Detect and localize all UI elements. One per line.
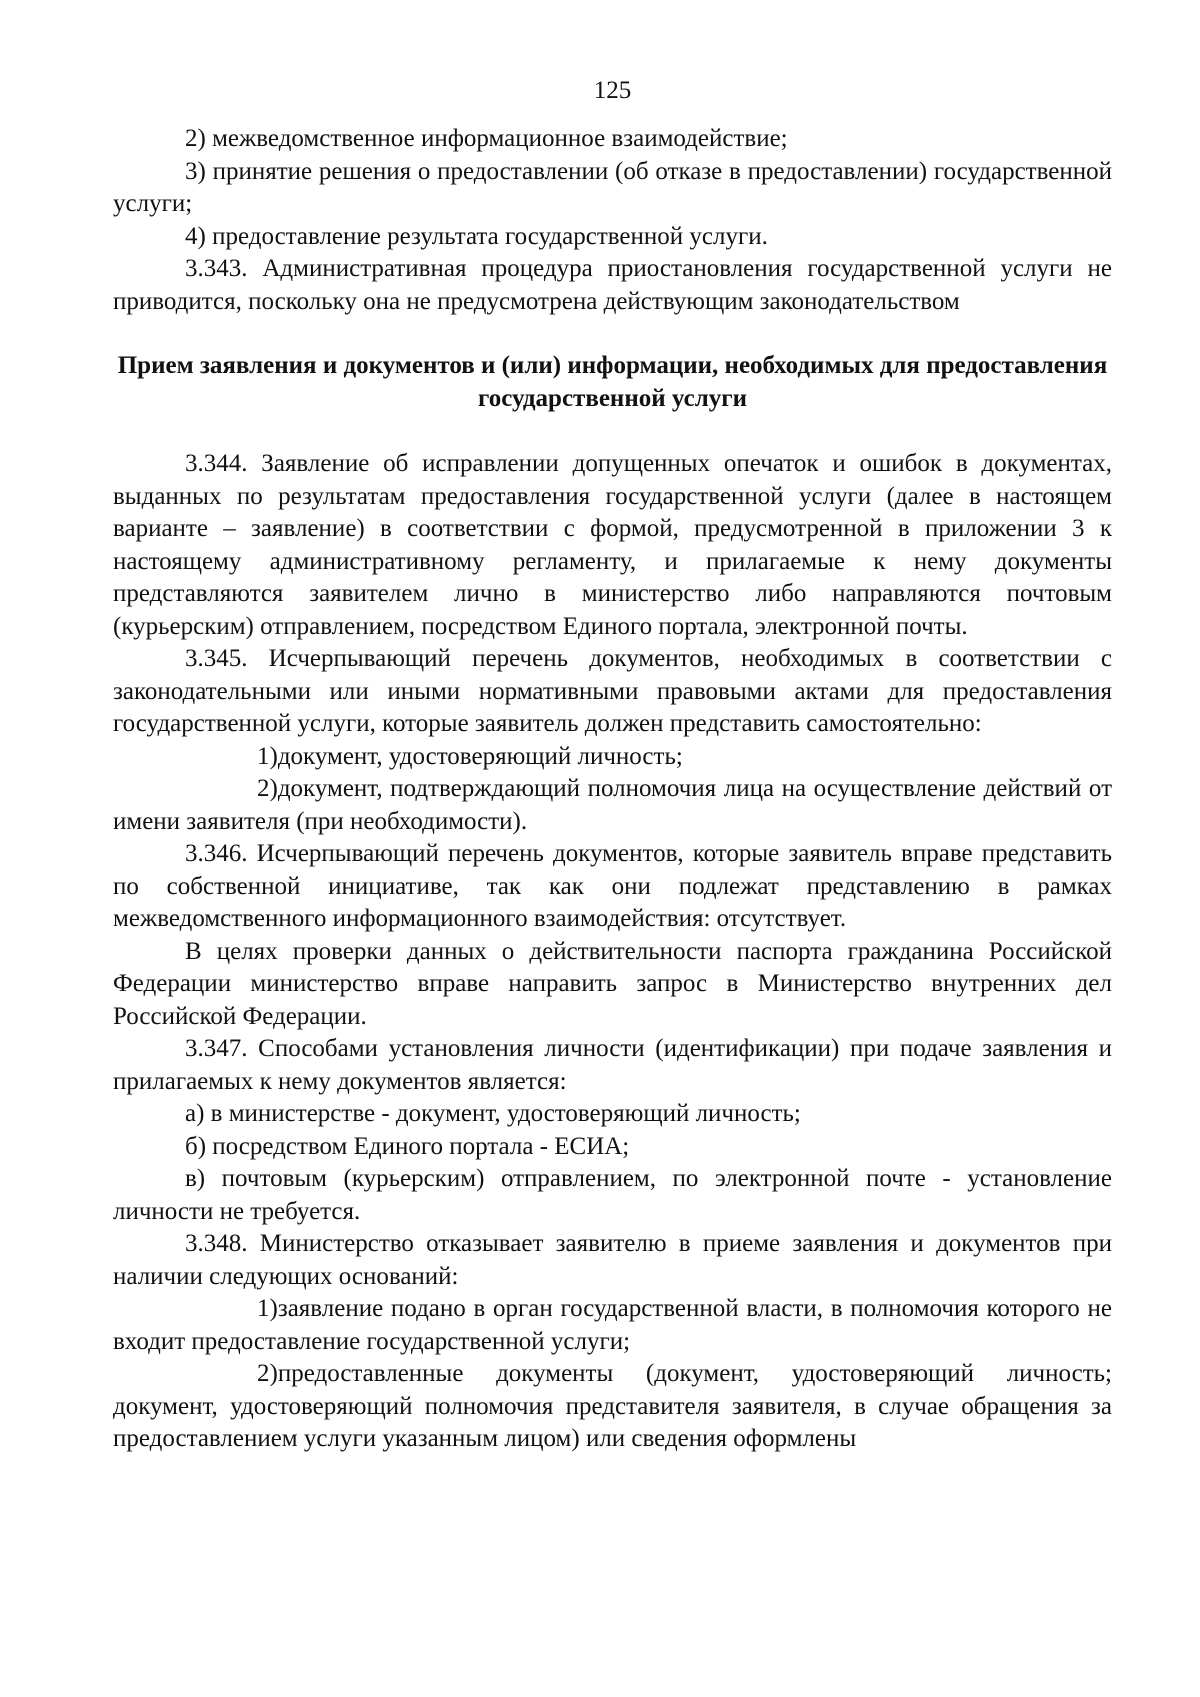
paragraph-3-344: 3.344. Заявление об исправлении допущенных опечаток и ошибок в документах, выданных по результатам предоставления государственной услуги (далее в настоящем варианте – заявление) в соответствии с формой, предусмотренной в приложении 3 к настоящему административному регламенту, и прилагаемые к нему документы представляются заявителем лично в министерство либо направляются почтовым (курьерским) отправлением, посредством Единого портала, электронной почты. [113, 450, 1112, 640]
list-item-text: предоставленные документы (документ, удостоверяющий личность; документ, удостоверяющий полномочия представителя заявителя, в случае обращения за предоставлением услуги указанным лицом) или сведения оформлены [113, 1360, 1112, 1452]
list-item [113, 773, 1112, 838]
list-marker: 1) [257, 742, 278, 770]
list-marker: 1) [257, 1295, 278, 1322]
section-heading: Прием заявления и документов и (или) информации, необходимых для предоставления государственной услуги [117, 352, 1108, 412]
paragraph-3-348: 3.348. Министерство отказывает заявителю в приеме заявления и документов при наличии следующих оснований: [113, 1230, 1112, 1290]
list-marker: 2) [257, 1360, 278, 1387]
list-item-text: заявление подано в орган государственной власти, в полномочия которого не входит предоставление государственной услуги; [113, 1295, 1112, 1355]
list-item [113, 1293, 1112, 1358]
paragraph: 4) предоставление результата государственной услуги. [185, 222, 768, 250]
paragraph-3-346: 3.346. Исчерпывающий перечень документов, которые заявитель вправе представить по собственной инициативе, так как они подлежат представлению в рамках межведомственного информационного взаимодействия: отсутствует. [113, 840, 1112, 932]
list-item-text: документ, подтверждающий полномочия лица на осуществление действий от имени заявителя (при необходимости). [113, 775, 1112, 835]
list-item-text: документ, удостоверяющий личность; [277, 742, 683, 770]
list-marker: 2) [257, 775, 278, 802]
paragraph: 3) принятие решения о предоставлении (об отказе в предоставлении) государственной услуги; [113, 157, 1112, 217]
list-item [113, 741, 1112, 774]
paragraph: 2) межведомственное информационное взаимодействие; [185, 125, 788, 152]
paragraph-passport-check: В целях проверки данных о действительности паспорта гражданина Российской Федерации министерство вправе направить запрос в Министерство внутренних дел Российской Федерации. [113, 937, 1112, 1030]
page-number: 125 [593, 77, 632, 104]
list-item [113, 1358, 1112, 1456]
list-item: а) в министерстве - документ, удостоверяющий личность; [185, 1100, 801, 1127]
list-item: в) почтовым (курьерским) отправлением, по электронной почте - установление личности не требуется. [113, 1165, 1112, 1225]
paragraph-3-345: 3.345. Исчерпывающий перечень документов, необходимых в соответствии с законодательными или иными нормативными правовыми актами для предоставления государственной услуги, которые заявитель должен представить самостоятельно: [113, 645, 1112, 737]
paragraph-3-343: 3.343. Административная процедура приостановления государственной услуги не приводится, поскольку она не предусмотрена действующим законодательством [113, 255, 1112, 315]
paragraph-3-347: 3.347. Способами установления личности (идентификации) при подаче заявления и прилагаемых к нему документов является: [113, 1035, 1112, 1095]
list-item: б) посредством Единого портала - ЕСИА; [185, 1132, 630, 1160]
